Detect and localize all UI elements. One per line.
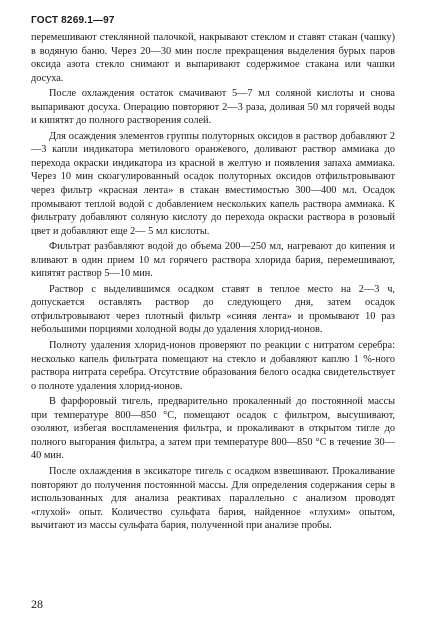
paragraph: Фильтрат разбавляют водой до объема 200—250 мл, нагревают до кипения и вливают в один прием 10 мл горячего раствора хлорида бария, перемешивают, кипятят раствор 5—10 мин. xyxy=(31,241,395,280)
paragraph: Полноту удаления хлорид-ионов проверяют по реакции с нитратом серебра: несколько капель фильтрата помещают на стекло и добавляют каплю 1 %-ного раствора нитрата серебра. Отсутствие образования белого осадка свидетельствует о полноте удаления хлорид-ионов. xyxy=(31,340,395,392)
paragraph: Раствор с выделившимся осадком ставят в теплое место на 2—3 ч, допускается оставлять раствор до следующего дня, затем осадок отфильтровывают через плотный фильтр «синяя лента» и промывают 10 раз небольшими порциями холодной воды до удаления хлорид-ионов. xyxy=(31,283,395,336)
page-header: ГОСТ 8269.1—97 xyxy=(31,15,115,26)
paragraph: Для осаждения элементов группы полуторных оксидов в раствор добавляют 2—3 капли индикатора метилового оранжевого, доливают раствор аммиака до перехода окраски индикатора из красной в желтую и появления запаха аммиака. Через 10 мин скоагулированный осадок полуторных оксидов отфильтровывают через фильтр «красная лента» в стакан вместимостью 300—400 мл. Осадок промывают теплой водой с добавлением нескольких капель раствора аммиака. К фильтрату добавляют соляную кислоту до перехода окраски раствора в розовый цвет и добавляют еще 2— 5 мл кислоты. xyxy=(31,130,395,237)
paragraph: После охлаждения в эксикаторе тигель с осадком взвешивают. Прокаливание повторяют до получения постоянной массы. Для определения содержания серы в использованных для анализа реактивах параллельно с анализом проводят «глухой» опыт. Количество сульфата бария, найденное «глухим» опытом, вычитают из массы сульфата бария, полученной при анализе пробы. xyxy=(31,465,395,532)
document-body xyxy=(31,31,395,535)
page-number: 28 xyxy=(31,597,43,611)
paragraph: После охлаждения остаток смачивают 5—7 мл соляной кислоты и снова выпаривают досуха. Операцию повторяют 2—3 раза, доливая 50 мл горячей воды и кипятят до полного растворения солей. xyxy=(31,88,395,127)
paragraph: В фарфоровый тигель, предварительно прокаленный до постоянной массы при температуре 800—850 °С, помещают осадок с фильтром, высушивают, озоляют, избегая воспламенения фильтра, и прокаливают в открытом тигле до полного выгорания фильтра, а затем при температуре 800—850 °С в течение 30—40 мин. xyxy=(31,396,395,462)
paragraph: перемешивают стеклянной палочкой, накрывают стеклом и ставят стакан (чашку) в водяную баню. Через 20—30 мин после прекращения выделения бурых паров оксида азота стекло снимают и выпаривают содержимое стакана или чашки досуха. xyxy=(31,32,395,84)
